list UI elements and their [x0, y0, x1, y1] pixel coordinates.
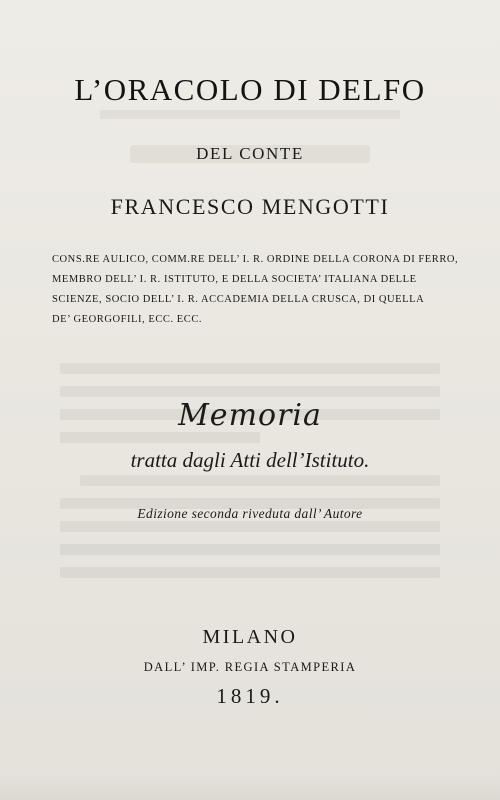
book-title: L’ORACOLO DI DELFO [74, 72, 426, 107]
imprint-city: MILANO [202, 626, 298, 648]
honorifics-line: SCIENZE, SOCIO DELL’ I. R. ACCADEMIA DELLA CRUSCA, DI QUELLA [52, 294, 425, 305]
imprint-printer: DALL’ IMP. REGIA STAMPERIA [143, 660, 357, 674]
genre-heading: Memoria [178, 398, 322, 433]
source-note: tratta dagli Atti dell’Istituto. [130, 448, 370, 472]
author-name: FRANCESCO MENGOTTI [110, 194, 390, 219]
author-honorifics [40, 250, 459, 330]
imprint-year: 1819. [216, 684, 284, 708]
honorifics-line: CONS.RE AULICO, COMM.RE DELL’ I. R. ORDINE DELLA CORONA DI FERRO, [52, 254, 459, 265]
page-shadow [0, 774, 500, 800]
byline: DEL CONTE [196, 144, 304, 163]
edition-note: Edizione seconda riveduta dall’ Autore [137, 506, 363, 521]
honorifics-line: DE’ GEORGOFILI, ECC. ECC. [52, 314, 203, 325]
honorifics-line: MEMBRO DELL’ I. R. ISTITUTO, E DELLA SOCIETA’ ITALIANA DELLE [52, 274, 417, 285]
